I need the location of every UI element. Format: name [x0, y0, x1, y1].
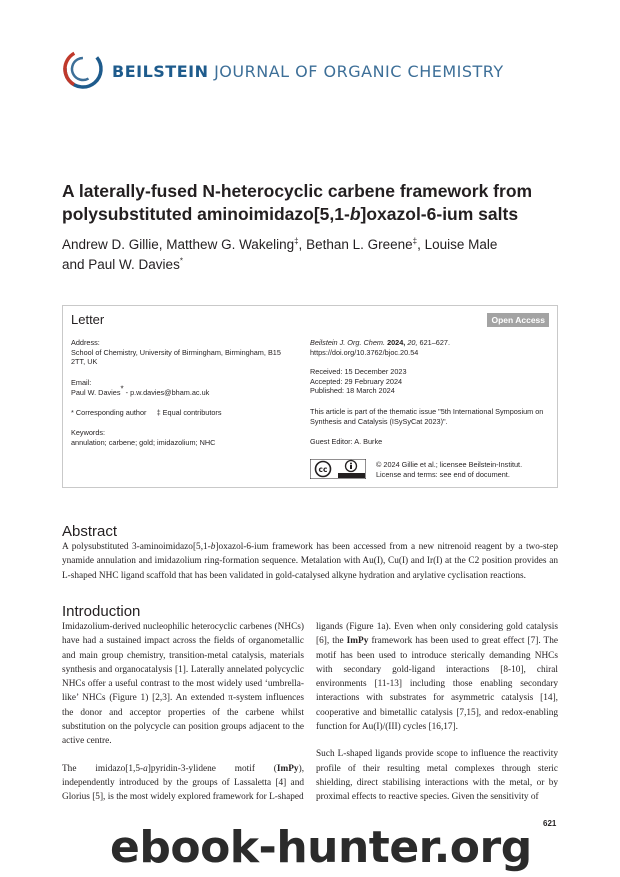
footnote-corresponding: * Corresponding author — [71, 408, 147, 417]
text-italic: a — [143, 763, 148, 774]
author: Matthew G. Wakeling — [166, 237, 295, 252]
license-block — [376, 460, 556, 479]
citation-volume: 20, — [407, 338, 418, 347]
footnotes — [71, 408, 296, 418]
text-span: The imidazo[1,5- — [62, 763, 144, 774]
article-title — [62, 180, 562, 226]
journal-name-bold: BEILSTEIN — [112, 62, 209, 81]
abstract-heading: Abstract — [62, 523, 118, 540]
title-italic: b — [349, 204, 361, 224]
author: Bethan L. Greene — [306, 237, 413, 252]
intro-paragraph-1: Imidazolium-derived nucleophilic heterocyclic carbenes (NHCs) have had a sustained impact across the fields of organometallic and main group chemistry, transition-metal catalysis, materials synthesis and organocatalysis [1]. Laterally annelated polycyclic NHCs offer a useful contrast to the most widely used ‘umbrella-like’ NHCs (Figure 1) [2,3]. An extended π-system influences the donor and acceptor properties of the carbene whilst substitution on the polycycle can position groups adjacent to the active centre. — [62, 622, 304, 747]
address-block — [71, 338, 296, 367]
intro-paragraph-3 — [316, 620, 558, 734]
abstract-italic: b — [210, 542, 216, 552]
text-bold: ImPy — [346, 636, 369, 647]
introduction-heading: Introduction — [62, 603, 141, 620]
email-line — [71, 384, 296, 398]
author-list: Andrew D. Gillie, Matthew G. Wakeling‡, Bethan L. Greene‡, Louise Male and Paul W. Davies* — [62, 236, 498, 272]
text-span: ), independently introduced by the groups of Lassaletta [4] and Glorius [5], is the most widely explored framework for L-shaped — [62, 763, 305, 803]
svg-text:cc: cc — [318, 464, 328, 474]
intro-paragraph-4: Such L-shaped ligands provide scope to influence the reactivity profile of their resulting metal complexes through steric shielding, direct stabilising interactions with the metal, or by proximal effects to reactive species. Given the sensitivity of — [316, 749, 558, 803]
email-label: Email: — [71, 378, 92, 387]
title-part-4: ]oxazol-6-ium salts — [360, 204, 519, 224]
journal-name-rest: JOURNAL OF ORGANIC CHEMISTRY — [214, 62, 504, 81]
footnote-equal: ‡ Equal contributors — [156, 408, 222, 417]
thematic-issue: This article is part of the thematic issue "5th International Symposium on Synthesis and Catalysis (ISySyCat 2023)". — [310, 407, 544, 426]
page-number: 621 — [543, 819, 557, 828]
citation-year: 2024, — [387, 338, 406, 347]
open-access-badge: Open Access — [487, 313, 549, 327]
intro-paragraph-2 — [62, 762, 304, 805]
email-block — [71, 378, 296, 397]
doi-link[interactable]: https://doi.org/10.3762/bjoc.20.54 — [310, 347, 419, 357]
watermark-text: ebook-hunter.org — [110, 822, 532, 873]
title-line-1: A laterally-fused N-heterocyclic carbene framework from — [62, 181, 533, 201]
email-link[interactable]: - p.w.davies@bham.ac.uk — [123, 387, 210, 397]
text-bold: ImPy — [276, 763, 299, 774]
author-mark: ‡ — [412, 236, 418, 246]
address-label: Address: — [71, 338, 100, 347]
text-span: framework has been used to great effect [7]. The motif has been used to introduce sterically demanding NHCs with secondary gold-ligand interactions [8-10], chiral environments [11-13] including those enabling secondary interactions with substrates for asymmetric catalysis [14], cooperative and bimetallic catalysis [7,15], and redox-enabling function for Au(I)/(III) cycles [16,17]. — [316, 636, 559, 733]
email-mark: * — [120, 384, 124, 394]
license-text: License and terms: see end of document. — [376, 469, 510, 479]
text-span: ligands (Figure 1a). Even when only considering gold catalysis [6], the — [316, 622, 558, 647]
author-mark: ‡ — [294, 236, 299, 246]
intro-right-column — [316, 620, 558, 805]
abstract-text — [62, 540, 558, 583]
keywords-label: Keywords: — [71, 428, 106, 437]
citation-pages: 621–627. — [419, 338, 450, 347]
title-part-2: polysubstituted aminoimidazo[5,1- — [62, 204, 350, 224]
dates-block — [310, 367, 555, 396]
author: Louise Male — [424, 237, 498, 252]
accepted-date: Accepted: 29 February 2024 — [310, 376, 403, 386]
keywords-block — [71, 428, 296, 447]
article-type: Letter — [71, 312, 105, 327]
email-name: Paul W. Davies — [71, 387, 121, 397]
copyright-text: © 2024 Gillie et al.; licensee Beilstein-Institut. — [376, 460, 523, 469]
author: Paul W. Davies — [88, 257, 180, 272]
text-span: ]pyridin-3-ylidene motif ( — [147, 763, 277, 774]
abstract-part-1: A polysubstituted 3-aminoimidazo[5,1- — [62, 542, 211, 552]
intro-left-column — [62, 620, 304, 805]
author: Andrew D. Gillie — [62, 237, 159, 252]
author-mark: * — [179, 256, 183, 266]
received-date: Received: 15 December 2023 — [310, 367, 407, 376]
journal-logo-icon — [62, 48, 104, 90]
article-info-box — [62, 305, 558, 488]
citation-journal: Beilstein J. Org. Chem. — [310, 338, 386, 347]
keywords-text: annulation; carbene; gold; imidazolium; NHC — [71, 437, 216, 447]
address-text: School of Chemistry, University of Birmingham, Birmingham, B15 2TT, UK — [71, 347, 281, 367]
journal-name — [112, 62, 504, 81]
abstract-part-3: ]oxazol-6-ium framework has been accessed from a new nitrenoid reagent by a two-step ynamide annulation and imidazolium ring-formation sequence. Metalation with Au(I), Cu(I) and Ir(I) at the C2 position provides an L-shaped NHC ligand scaffold that has been validated in gold-catalysed alkyne hydration and arylative cyclisation reactions. — [62, 542, 558, 581]
guest-editor: Guest Editor: A. Burke — [310, 437, 383, 446]
cc-by-license-icon — [310, 459, 366, 479]
citation-line — [310, 338, 555, 348]
citation-block — [310, 338, 555, 357]
published-date: Published: 18 March 2024 — [310, 386, 395, 396]
